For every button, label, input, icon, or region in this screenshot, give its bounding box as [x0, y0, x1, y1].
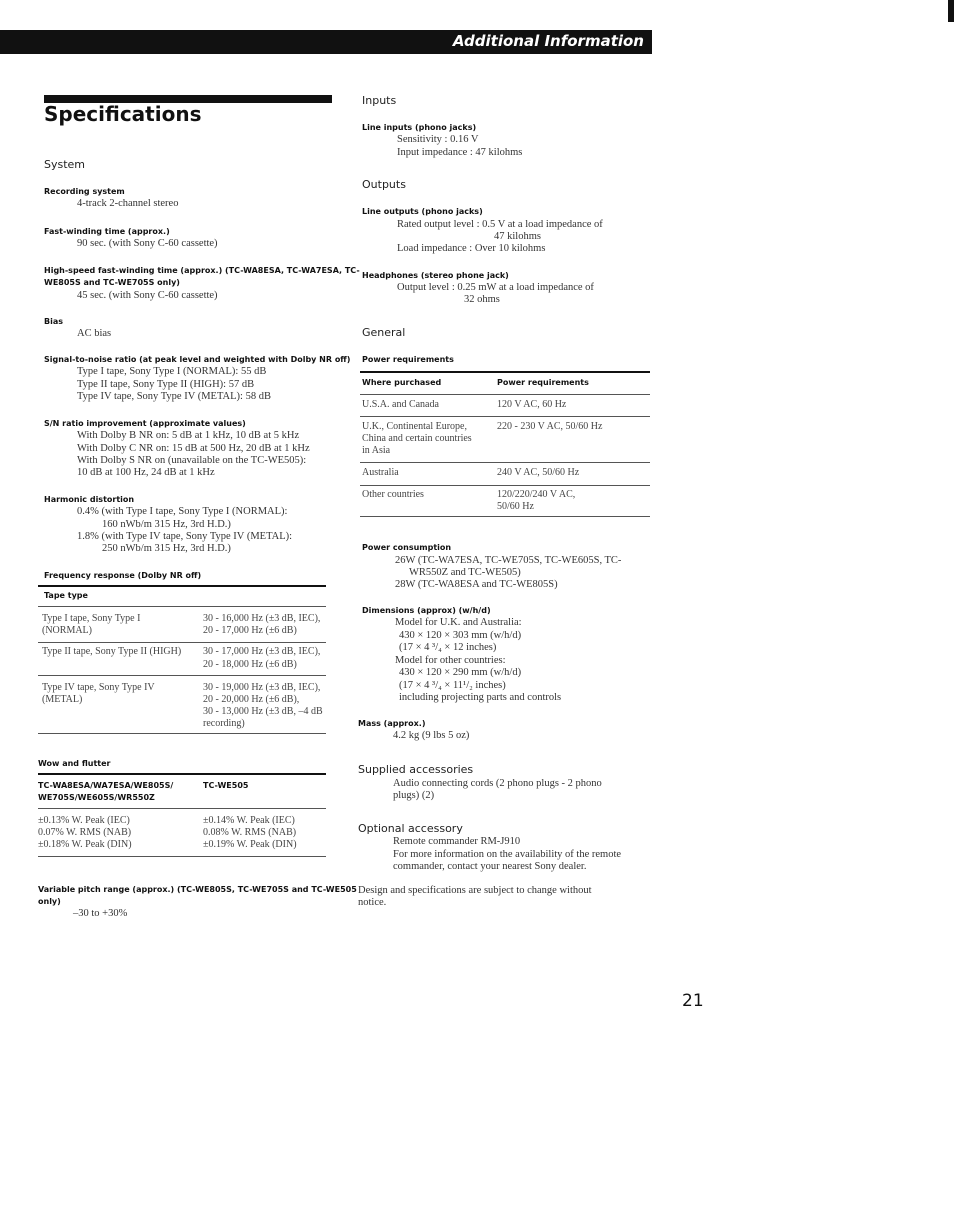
fast-winding-value: 90 sec. (with Sony C-60 cassette) [77, 238, 218, 249]
table-cell: 0.08% W. RMS (NAB) [203, 827, 297, 838]
high-speed-value: 45 sec. (with Sony C-60 cassette) [77, 290, 218, 301]
table-cell: 240 V AC, 50/60 Hz [497, 467, 580, 478]
table-cell: 220 - 230 V AC, 50/60 Hz [497, 421, 603, 432]
table-rule [360, 416, 650, 417]
power-consumption-value: WR550Z and TC-WE505) [409, 567, 521, 578]
table-rule [38, 675, 326, 676]
wow-col1-header: TC-WA8ESA/WA7ESA/WE805S/ [38, 781, 174, 790]
table-rule [38, 642, 326, 643]
harmonic-distortion-value: 250 nWb/m 315 Hz, 3rd H.D.) [102, 543, 231, 554]
table-cell: recording) [203, 718, 245, 729]
table-rule [360, 485, 650, 486]
table-rule [360, 371, 650, 373]
recording-system-label: Recording system [44, 187, 125, 196]
dimensions-value: including projecting parts and controls [399, 692, 562, 703]
sn-improvement-value: With Dolby C NR on: 15 dB at 500 Hz, 20 dB at 1 kHz [77, 443, 310, 454]
dimensions-label: Dimensions (approx) (w/h/d) [362, 606, 491, 615]
table-rule [360, 462, 650, 463]
notice-text: notice. [358, 897, 387, 908]
page-title: Specifications [44, 102, 202, 126]
table-rule [360, 394, 650, 395]
table-cell: 20 - 20,000 Hz (±6 dB), [203, 694, 300, 705]
line-inputs-value: Sensitivity : 0.16 V [397, 134, 479, 145]
line-inputs-value: Input impedance : 47 kilohms [397, 147, 523, 158]
variable-pitch-label-1: Variable pitch range (approx.) (TC-WE805S, TC-WE705S and TC-WE505 [38, 885, 357, 894]
variable-pitch-label-2: only) [38, 897, 61, 906]
table-cell: 20 - 18,000 Hz (±6 dB) [203, 659, 297, 670]
mass-value: 4.2 kg (9 lbs 5 oz) [393, 730, 470, 741]
table-cell: U.K., Continental Europe, [362, 421, 467, 432]
dimensions-value: Model for U.K. and Australia: [395, 617, 522, 628]
optional-accessory-heading: Optional accessory [358, 822, 463, 835]
sn-improvement-value: With Dolby S NR on (unavailable on the TC-WE505): [77, 455, 307, 466]
high-speed-label-1: High-speed fast-winding time (approx.) (TC-WA8ESA, TC-WA7ESA, TC- [44, 266, 360, 275]
headphones-label: Headphones (stereo phone jack) [362, 271, 509, 280]
optional-accessory-value: Remote commander RM-J910 [393, 836, 521, 847]
optional-accessory-value: commander, contact your nearest Sony dealer. [393, 861, 587, 872]
table-cell: Other countries [362, 489, 424, 500]
power-consumption-value: 26W (TC-WA7ESA, TC-WE705S, TC-WE605S, TC- [395, 555, 622, 566]
snr-value: Type IV tape, Sony Type IV (METAL): 58 dB [77, 391, 271, 402]
table-cell: Type I tape, Sony Type I [42, 613, 141, 624]
table-cell: 120 V AC, 60 Hz [497, 399, 567, 410]
harmonic-distortion-value: 0.4% (with Type I tape, Sony Type I (NORMAL): [77, 506, 288, 517]
snr-value: Type I tape, Sony Type I (NORMAL): 55 dB [77, 366, 267, 377]
line-outputs-value: Rated output level : 0.5 V at a load impedance of [397, 219, 603, 230]
dimensions-value: (17 × 4 ³/₄ × 12 inches) [399, 642, 497, 653]
frequency-response-label: Frequency response (Dolby NR off) [44, 571, 202, 580]
recording-system-value: 4-track 2-channel stereo [77, 198, 179, 209]
section-header-title: Additional Information [452, 32, 644, 50]
table-cell: Type II tape, Sony Type II (HIGH) [42, 646, 182, 657]
dimensions-value: 430 × 120 × 290 mm (w/h/d) [399, 667, 522, 678]
power-consumption-label: Power consumption [362, 543, 452, 552]
bias-label: Bias [44, 317, 63, 326]
dimensions-value: 430 × 120 × 303 mm (w/h/d) [399, 630, 522, 641]
table-cell: Australia [362, 467, 399, 478]
optional-accessory-value: For more information on the availability of the remote [393, 849, 622, 860]
wow-flutter-label: Wow and flutter [38, 759, 111, 768]
supplied-accessories-value: plugs) (2) [393, 790, 435, 801]
table-cell: ±0.18% W. Peak (DIN) [38, 839, 132, 850]
outputs-heading: Outputs [362, 178, 406, 191]
table-cell: in Asia [362, 445, 391, 456]
snr-label: Signal-to-noise ratio (at peak level and weighted with Dolby NR off) [44, 355, 351, 364]
wow-col2-header: TC-WE505 [203, 781, 249, 790]
variable-pitch-value: –30 to +30% [73, 908, 128, 919]
general-heading: General [362, 326, 406, 339]
page-number: 21 [682, 991, 704, 1011]
table-cell: China and certain countries [362, 433, 472, 444]
headphones-value: 32 ohms [464, 294, 500, 305]
supplied-accessories-value: Audio connecting cords (2 phono plugs - 2 phono [393, 778, 602, 789]
table-rule [38, 773, 326, 775]
table-cell: 0.07% W. RMS (NAB) [38, 827, 132, 838]
bias-value: AC bias [77, 328, 112, 339]
table-cell: 30 - 19,000 Hz (±3 dB, IEC), [203, 682, 321, 693]
harmonic-distortion-value: 1.8% (with Type IV tape, Sony Type IV (METAL): [77, 531, 293, 542]
table-rule [38, 856, 326, 857]
table-cell: ±0.13% W. Peak (IEC) [38, 815, 130, 826]
table-cell: 20 - 17,000 Hz (±6 dB) [203, 625, 297, 636]
table-rule [38, 606, 326, 607]
sn-improvement-value: 10 dB at 100 Hz, 24 dB at 1 kHz [77, 467, 215, 478]
table-rule [38, 733, 326, 734]
headphones-value: Output level : 0.25 mW at a load impedance of [397, 282, 594, 293]
table-cell: U.S.A. and Canada [362, 399, 439, 410]
table-rule [38, 585, 326, 587]
sn-improvement-value: With Dolby B NR on: 5 dB at 1 kHz, 10 dB at 5 kHz [77, 430, 300, 441]
line-outputs-label: Line outputs (phono jacks) [362, 207, 483, 216]
wow-col1-header: WE705S/WE605S/WR550Z [38, 793, 155, 802]
supplied-accessories-heading: Supplied accessories [358, 763, 474, 776]
table-cell: ±0.19% W. Peak (DIN) [203, 839, 297, 850]
where-purchased-header: Where purchased [362, 378, 442, 387]
inputs-heading: Inputs [362, 94, 397, 107]
power-consumption-value: 28W (TC-WA8ESA and TC-WE805S) [395, 579, 558, 590]
power-requirements-label: Power requirements [362, 355, 454, 364]
table-cell: 30 - 13,000 Hz (±3 dB, –4 dB [203, 706, 323, 717]
table-cell: 120/220/240 V AC, [497, 489, 576, 500]
line-inputs-label: Line inputs (phono jacks) [362, 123, 477, 132]
table-rule [38, 808, 326, 809]
table-cell: ±0.14% W. Peak (IEC) [203, 815, 295, 826]
mass-label: Mass (approx.) [358, 719, 426, 728]
table-cell: Type IV tape, Sony Type IV [42, 682, 155, 693]
dimensions-value: Model for other countries: [395, 655, 506, 666]
dimensions-value: (17 × 4 ³/₄ × 11¹/₂ inches) [399, 680, 506, 691]
header-bar [0, 30, 652, 54]
harmonic-distortion-label: Harmonic distortion [44, 495, 135, 504]
snr-value: Type II tape, Sony Type II (HIGH): 57 dB [77, 379, 255, 390]
corner-mark [948, 0, 954, 22]
table-rule [360, 516, 650, 517]
harmonic-distortion-value: 160 nWb/m 315 Hz, 3rd H.D.) [102, 519, 231, 530]
fast-winding-label: Fast-winding time (approx.) [44, 227, 170, 236]
table-cell: 30 - 17,000 Hz (±3 dB, IEC), [203, 646, 321, 657]
power-requirements-header: Power requirements [497, 378, 589, 387]
table-cell: 50/60 Hz [497, 501, 534, 512]
sn-improvement-label: S/N ratio improvement (approximate values) [44, 419, 246, 428]
tape-type-header: Tape type [44, 591, 88, 600]
notice-text: Design and specifications are subject to change without [358, 885, 592, 896]
table-cell: 30 - 16,000 Hz (±3 dB, IEC), [203, 613, 321, 624]
high-speed-label-2: WE805S and TC-WE705S only) [44, 278, 180, 287]
system-heading: System [44, 158, 86, 171]
line-outputs-value: 47 kilohms [494, 231, 541, 242]
table-cell: (METAL) [42, 694, 83, 705]
line-outputs-value: Load impedance : Over 10 kilohms [397, 243, 546, 254]
table-cell: (NORMAL) [42, 625, 92, 636]
